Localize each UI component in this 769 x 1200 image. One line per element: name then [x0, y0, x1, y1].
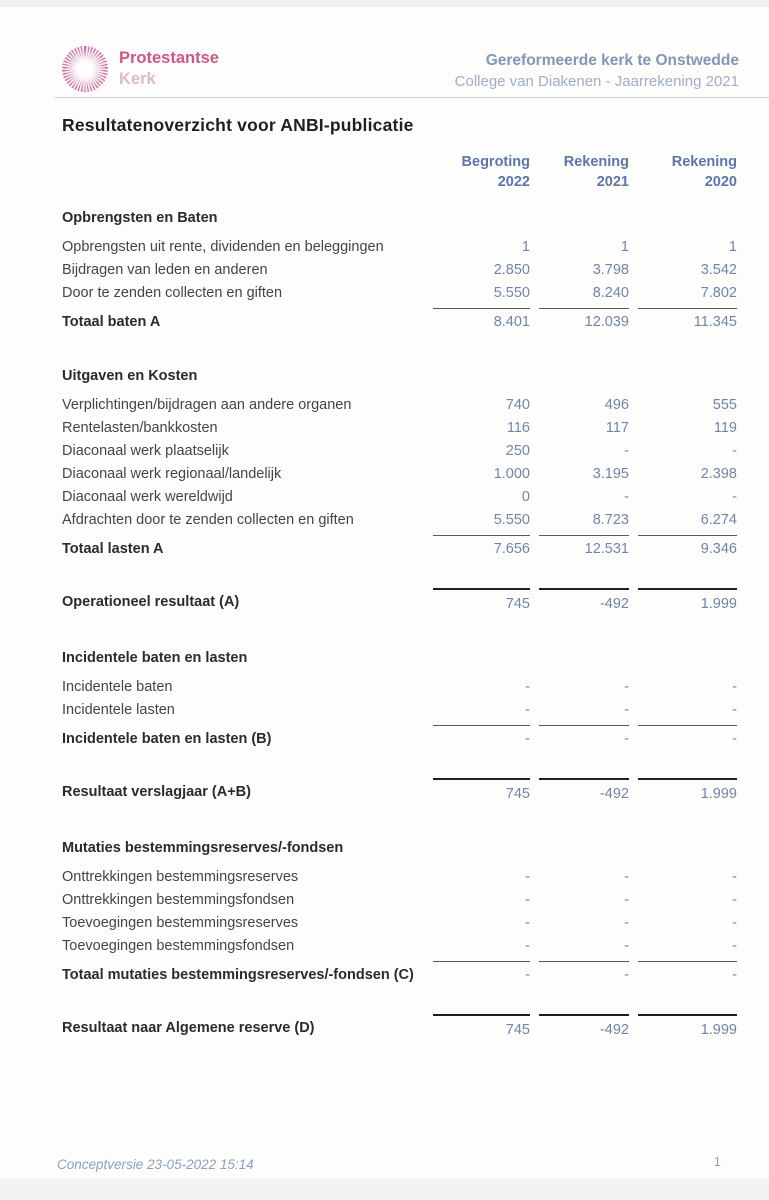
value-cell: - — [525, 731, 530, 747]
row-label: Incidentele lasten — [62, 702, 175, 718]
section-heading-baten: Opbrengsten en Baten — [62, 210, 218, 226]
table-row — [62, 699, 737, 726]
value-cell: - — [624, 869, 629, 885]
table-row — [62, 394, 737, 417]
value-cell: - — [638, 699, 737, 726]
value-cell: 116 — [506, 420, 530, 436]
value-cell: 1.999 — [638, 588, 737, 616]
value-cell: - — [624, 443, 629, 459]
value-cell: 555 — [712, 397, 737, 413]
value-cell: 7.802 — [638, 282, 737, 309]
scan-edge-top — [0, 0, 769, 7]
value-cell: - — [539, 699, 629, 726]
value-cell: - — [624, 967, 629, 983]
row-label: Diaconaal werk wereldwijd — [62, 489, 233, 505]
table-row — [62, 417, 737, 440]
value-cell: - — [732, 489, 737, 505]
protestantse-kerk-logo-icon — [62, 46, 108, 92]
value-cell: 496 — [604, 397, 629, 413]
brand-name-line2: Kerk — [119, 70, 156, 88]
column-year: 2021 — [596, 174, 629, 190]
value-cell: - — [525, 679, 530, 695]
table-row — [62, 509, 737, 536]
table-row — [62, 935, 737, 962]
value-cell: - — [433, 699, 530, 726]
value-cell: - — [433, 935, 530, 962]
row-label: Opbrengsten uit rente, dividenden en beleggingen — [62, 239, 384, 255]
table-row — [62, 866, 737, 889]
value-cell: 6.274 — [638, 509, 737, 536]
letterhead — [0, 0, 769, 92]
value-cell: 2.850 — [493, 262, 530, 278]
row-label: Diaconaal werk regionaal/landelijk — [62, 466, 282, 482]
organization-name: Gereformeerde kerk te Onstwedde — [485, 52, 739, 69]
row-label: Onttrekkingen bestemmingsfondsen — [62, 892, 295, 908]
page-title: Resultatenoverzicht voor ANBI-publicatie — [62, 115, 414, 135]
table-row — [62, 912, 737, 935]
column-header-rekening-2021 — [539, 152, 629, 192]
value-cell: -492 — [539, 778, 629, 806]
row-label: Rentelasten/bankkosten — [62, 420, 218, 436]
total-row-baten — [62, 309, 737, 334]
value-cell: 3.798 — [592, 262, 629, 278]
value-cell: - — [525, 967, 530, 983]
brand-block — [62, 46, 219, 92]
result-row-operationeel — [62, 588, 737, 616]
value-cell: 745 — [433, 588, 530, 616]
value-cell: 3.195 — [592, 466, 629, 482]
table-row — [62, 236, 737, 259]
column-label: Rekening — [563, 154, 629, 170]
value-cell: 745 — [433, 778, 530, 806]
value-cell: - — [732, 967, 737, 983]
table-row — [62, 889, 737, 912]
value-cell: 9.346 — [700, 541, 737, 557]
row-label: Incidentele baten — [62, 679, 173, 695]
result-row-verslagjaar — [62, 778, 737, 806]
letterhead-right — [455, 46, 739, 92]
row-label: Totaal baten A — [62, 314, 161, 330]
value-cell: - — [539, 935, 629, 962]
row-label: Bijdragen van leden en anderen — [62, 262, 268, 278]
value-cell: - — [732, 679, 737, 695]
value-cell: 1 — [728, 239, 737, 255]
document-subtitle: College van Diakenen - Jaarrekening 2021 — [454, 73, 739, 90]
value-cell: 1 — [620, 239, 629, 255]
value-cell: 7.656 — [493, 541, 530, 557]
value-cell: 745 — [433, 1014, 530, 1042]
value-cell: - — [732, 443, 737, 459]
table-row — [62, 282, 737, 309]
financial-table — [62, 152, 737, 1042]
row-label: Resultaat verslagjaar (A+B) — [62, 784, 251, 800]
table-row — [62, 440, 737, 463]
row-label: Door te zenden collecten en giften — [62, 285, 283, 301]
value-cell: - — [525, 915, 530, 931]
table-header-row — [62, 152, 737, 192]
header-divider — [55, 97, 769, 98]
row-label: Afdrachten door te zenden collecten en giften — [62, 512, 354, 528]
value-cell: 1.999 — [638, 778, 737, 806]
value-cell: 5.550 — [433, 509, 530, 536]
page-number: 1 — [713, 1154, 721, 1169]
row-label: Totaal lasten A — [62, 541, 164, 557]
value-cell: 12.039 — [584, 314, 629, 330]
value-cell: 1 — [521, 239, 530, 255]
column-year: 2022 — [497, 174, 530, 190]
brand-text — [119, 48, 219, 90]
value-cell: 3.542 — [700, 262, 737, 278]
row-label: Totaal mutaties bestemmingsreserves/-fondsen (C) — [62, 967, 414, 983]
scan-edge-bottom — [0, 1179, 769, 1200]
brand-name-line1: Protestantse — [119, 49, 219, 67]
value-cell: 1.000 — [493, 466, 530, 482]
value-cell: 12.531 — [584, 541, 629, 557]
value-cell: 1.999 — [638, 1014, 737, 1042]
row-label: Diaconaal werk plaatselijk — [62, 443, 229, 459]
value-cell: - — [624, 731, 629, 747]
value-cell: - — [525, 892, 530, 908]
row-label: Onttrekkingen bestemmingsreserves — [62, 869, 299, 885]
value-cell: - — [732, 869, 737, 885]
column-header-rekening-2020 — [638, 152, 737, 192]
value-cell: 2.398 — [700, 466, 737, 482]
total-row-incidenteel — [62, 726, 737, 751]
table-row — [62, 259, 737, 282]
value-cell: - — [732, 892, 737, 908]
total-row-mutaties — [62, 962, 737, 987]
value-cell: 8.240 — [539, 282, 629, 309]
value-cell: 0 — [521, 489, 530, 505]
value-cell: - — [624, 915, 629, 931]
value-cell: -492 — [539, 1014, 629, 1042]
value-cell: 11.345 — [693, 314, 737, 330]
column-label: Begroting — [461, 154, 530, 170]
value-cell: 250 — [505, 443, 530, 459]
column-year: 2020 — [704, 174, 737, 190]
value-cell: - — [624, 489, 629, 505]
value-cell: - — [525, 869, 530, 885]
row-label: Incidentele baten en lasten (B) — [62, 731, 272, 747]
section-heading-lasten: Uitgaven en Kosten — [62, 368, 198, 384]
total-row-lasten — [62, 536, 737, 561]
header-spacer — [62, 152, 424, 192]
row-label: Toevoegingen bestemmingsfondsen — [62, 938, 295, 954]
row-label: Operationeel resultaat (A) — [62, 594, 240, 610]
value-cell: - — [732, 915, 737, 931]
column-label: Rekening — [671, 154, 737, 170]
table-row — [62, 676, 737, 699]
result-row-algemene-reserve — [62, 1014, 737, 1042]
value-cell: - — [732, 731, 737, 747]
value-cell: 119 — [713, 420, 737, 436]
draft-version-note: Conceptversie 23-05-2022 15:14 — [57, 1157, 254, 1172]
value-cell: - — [638, 935, 737, 962]
value-cell: 8.401 — [493, 314, 530, 330]
value-cell: 117 — [605, 420, 629, 436]
value-cell: 8.723 — [539, 509, 629, 536]
value-cell: 740 — [505, 397, 530, 413]
value-cell: 5.550 — [433, 282, 530, 309]
value-cell: - — [624, 892, 629, 908]
section-heading-mutaties: Mutaties bestemmingsreserves/-fondsen — [62, 840, 344, 856]
table-row — [62, 463, 737, 486]
column-header-begroting-2022 — [433, 152, 530, 192]
value-cell: -492 — [539, 588, 629, 616]
row-label: Toevoegingen bestemmingsreserves — [62, 915, 299, 931]
row-label: Resultaat naar Algemene reserve (D) — [62, 1020, 315, 1036]
table-row — [62, 486, 737, 509]
value-cell: - — [624, 679, 629, 695]
row-label: Verplichtingen/bijdragen aan andere organen — [62, 397, 352, 413]
section-heading-incidenteel: Incidentele baten en lasten — [62, 650, 248, 666]
